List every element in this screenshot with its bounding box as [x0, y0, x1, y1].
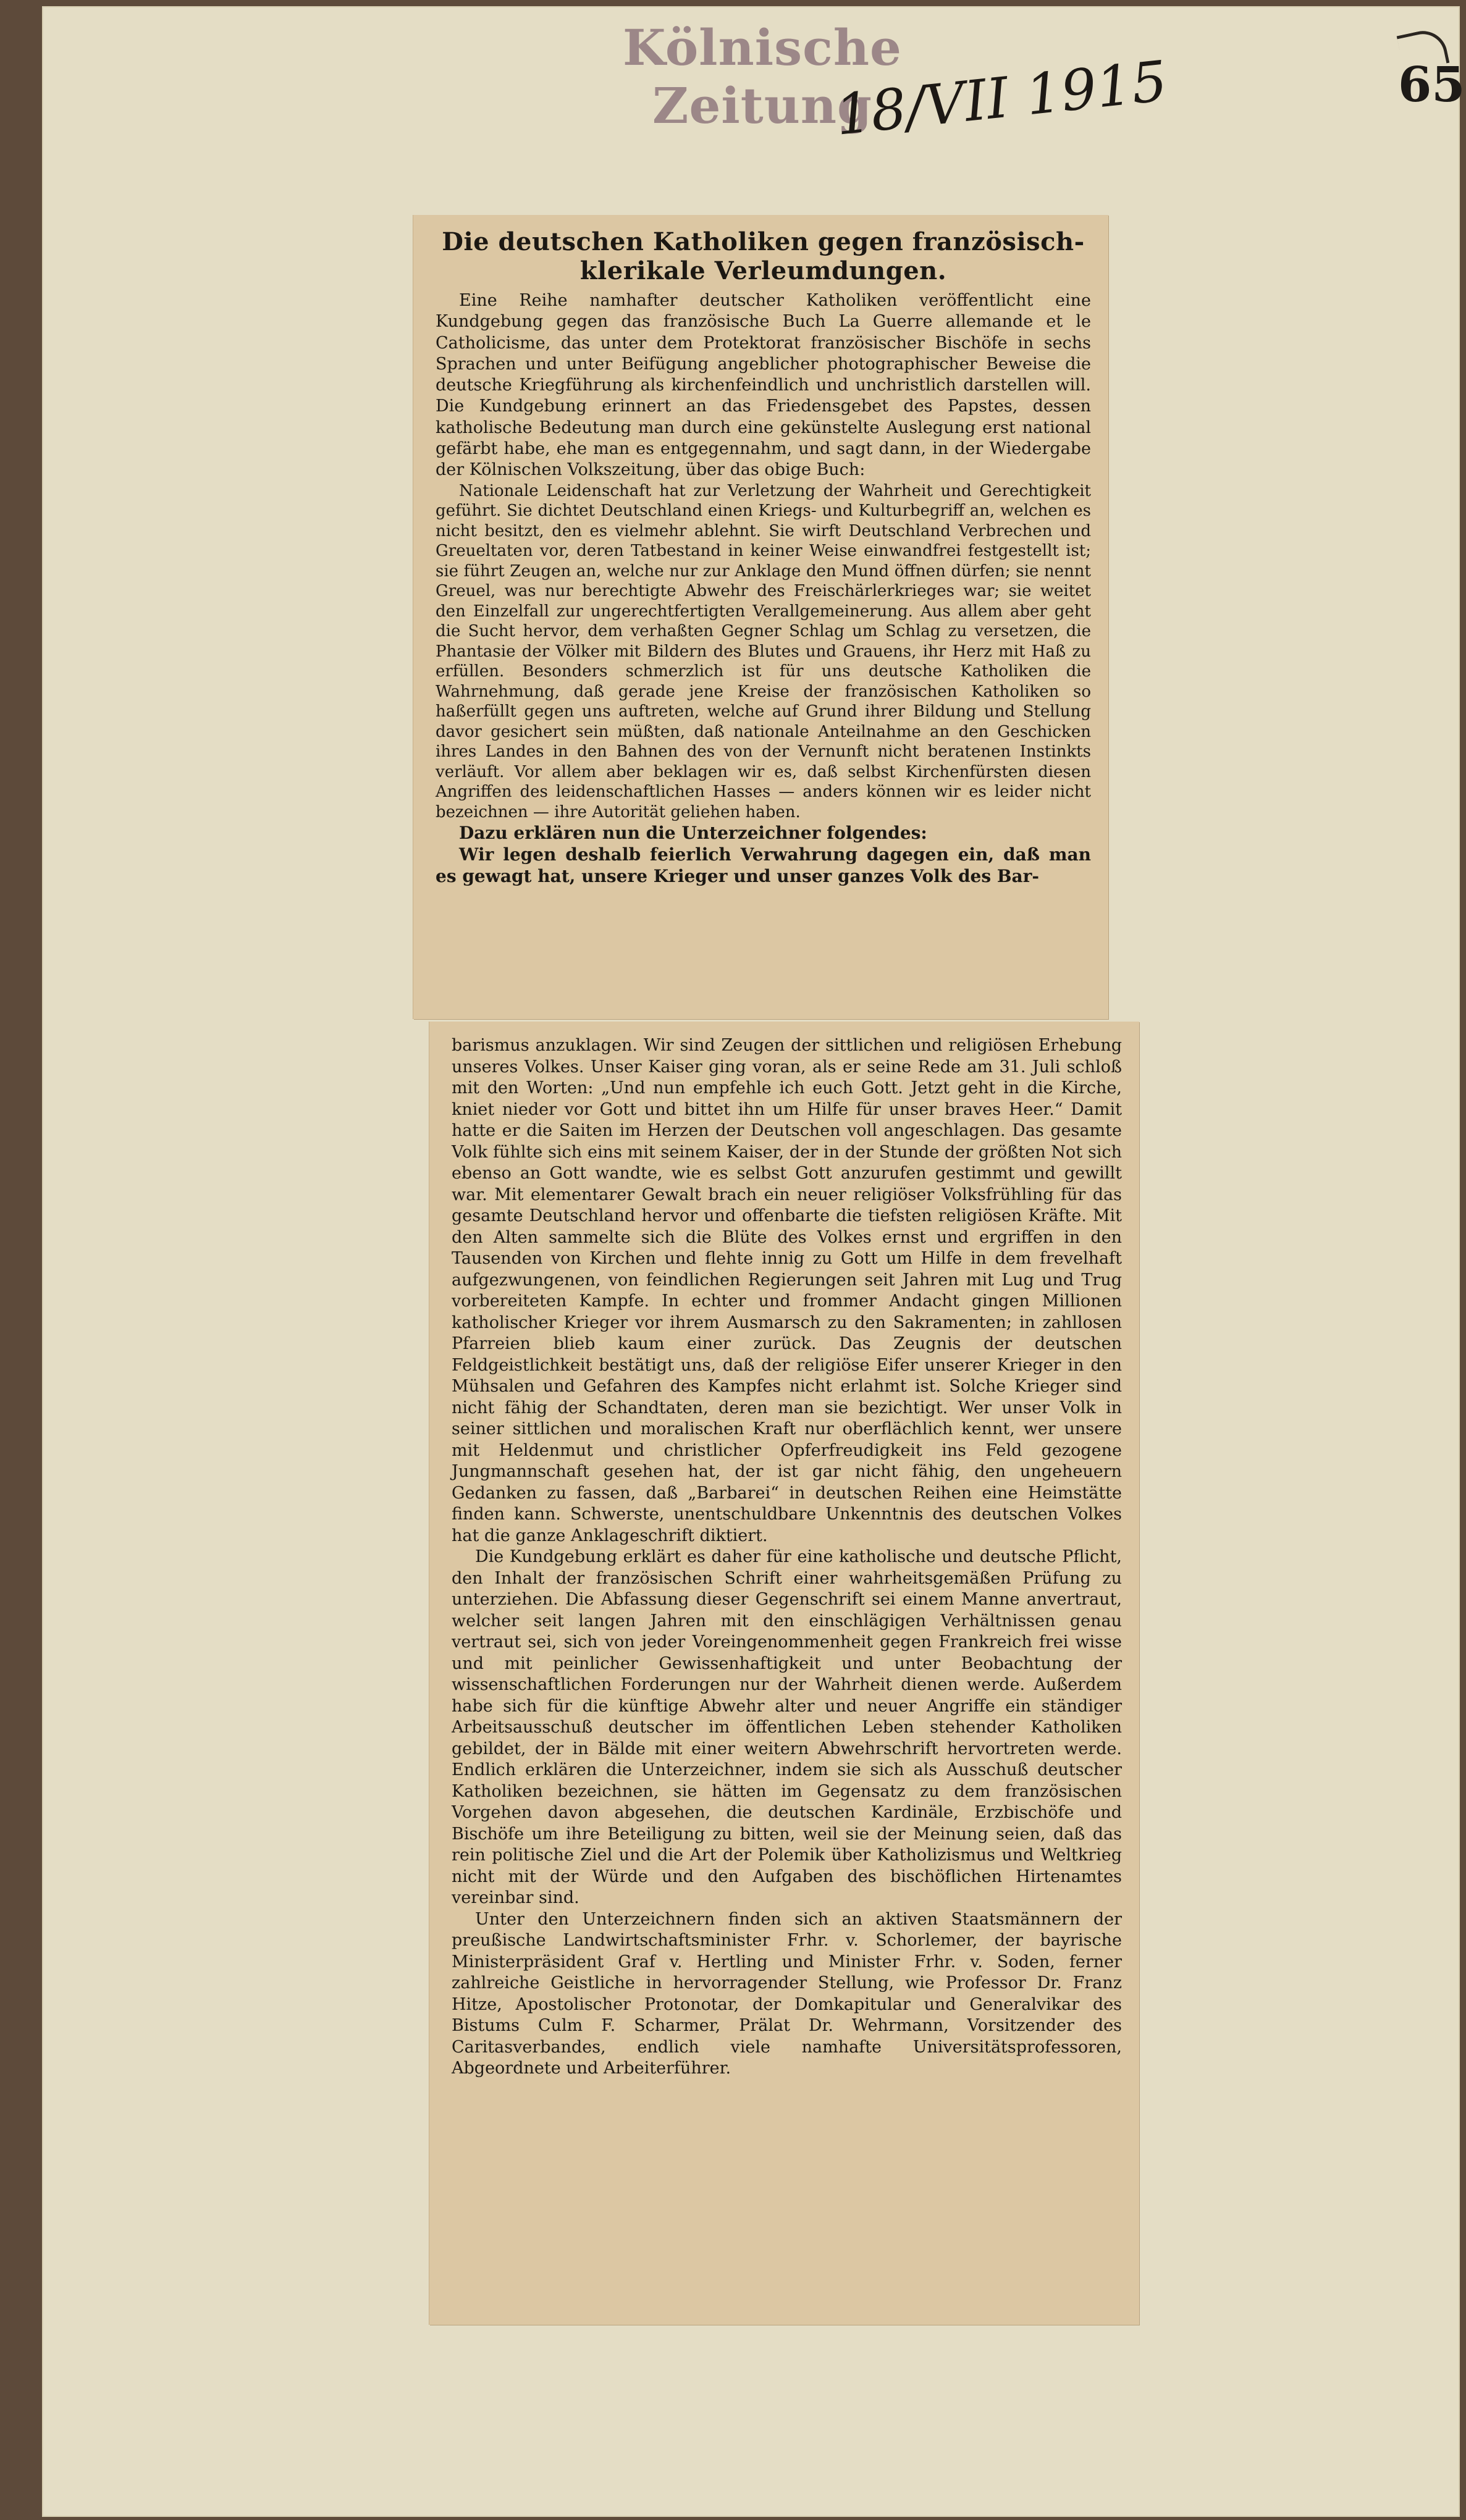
article-paragraph-6: Die Kundgebung erklärt es daher für eine katholische und deutsche Pflicht, den Inhalt der französischen Schrift einer wahrheitsgemäßen Prüfung zu unterziehen. Die Abfassung dieser Gegenschrift sei einem Manne anvertraut, welcher seit langen Jahren mit den einschlägigen Verhältnissen genau vertraut sei, sich von jeder Voreingenommenheit gegen Frankreich frei wisse und mit peinlicher Gewissenhaftigkeit und unter Beobachtung der wissenschaftlichen Forderungen nur der Wahrheit dienen werde. Außerdem habe sich für die künftige Abwehr alter und neuer Angriffe ein ständiger Arbeitsausschuß deutscher im öffentlichen Leben stehender Katholiken gebildet, der in Bälde mit einer weitern Abwehrschrift hervortreten werde. Endlich erklären die Unterzeichner, indem sie sich als Ausschuß deutscher Katholiken bezeichnen, sie hätten im Gegensatz zu dem französischen Vorgehen davon abgesehen, die deutschen Kardinäle, Erzbischöfe und Bischöfe um ihre Beteiligung zu bitten, weil sie der Meinung seien, daß das rein politische Ziel und die Art der Polemik über Katholizismus und Weltkrieg nicht mit der Würde und den Aufgaben des bischöflichen Hirtenamtes vereinbar sind. — [452, 1547, 1122, 1907]
article-paragraph-4: Wir legen deshalb feierlich Verwahrung dagegen ein, daß man es gewagt hat, unsere Krieger und unser ganzes Volk des Bar- — [436, 844, 1091, 887]
newspaper-stamp: Kölnische Zeitung — [623, 19, 902, 135]
article-paragraph-2: Nationale Leidenschaft hat zur Verletzung der Wahrheit und Gerechtigkeit geführt. Sie dichtet Deutschland einen Kriegs- und Kulturbegriff an, welchen es nicht besitzt, den es vielmehr ablehnt. Sie wirft Deutschland Verbrechen und Greueltaten vor, deren Tatbestand in keiner Weise einwandfrei festgestellt ist; sie führt Zeugen an, welche nur zur Anklage den Mund öffnen dürfen; sie nennt Greuel, was nur berechtigte Abwehr des Freischärlerkrieges war; sie weitet den Einzelfall zur ungerechtfertigten Verallgemeinerung. Aus allem aber geht die Sucht hervor, dem verhaßten Gegner Schlag um Schlag zu versetzen, die Phantasie der Völker mit Bildern des Blutes und Grauens, ihr Herz mit Haß zu erfüllen. Besonders schmerzlich ist für uns deutsche Katholiken die Wahrnehmung, daß gerade jene Kreise der französischen Katholiken so haßerfüllt gegen uns auftreten, welche auf Grund ihrer Bildung und Stellung davor gesichert sein müßten, daß nationale Anteilnahme an den Geschicken ihres Landes in den Bahnen des von der Vernunft nicht beratenen Instinkts verläuft. Vor allem aber beklagen wir es, daß selbst Kirchenfürsten diesen Angriffen des leidenschaftlichen Hasses — anders können wir es leider nicht bezeichnen — ihre Autorität geliehen haben. — [436, 481, 1091, 821]
clipping-part-2 — [429, 1022, 1139, 2325]
article-paragraph-5: barismus anzuklagen. Wir sind Zeugen der sittlichen und religiösen Erhebung unseres Volkes. Unser Kaiser ging voran, als er seine Rede am 31. Juli schloß mit den Worten: „Und nun empfehle ich euch Gott. Jetzt geht in die Kirche, kniet nieder vor Gott und bittet ihn um Hilfe für unser braves Heer.“ Damit hatte er die Saiten im Herzen der Deutschen voll angeschlagen. Das gesamte Volk fühlte sich eins mit seinem Kaiser, der in der Stunde der größten Not sich ebenso an Gott wandte, wie es selbst Gott anzurufen gestimmt und gewillt war. Mit elementarer Gewalt brach ein neuer religiöser Volksfrühling für das gesamte Deutschland hervor und offenbarte die tiefsten religiösen Kräfte. Mit den Alten sammelte sich die Blüte des Volkes ernst und ergriffen in den Tausenden von Kirchen und flehte innig zu Gott um Hilfe in dem frevelhaft aufgezwungenen, von feindlichen Regierungen seit Jahren mit Lug und Trug vorbereiteten Kampfe. In echter und frommer Andacht gingen Millionen katholischer Krieger vor ihrem Ausmarsch zu den Sakramenten; in zahllosen Pfarreien blieb kaum einer zurück. Das Zeugnis der deutschen Feldgeistlichkeit bestätigt uns, daß der religiöse Eifer unserer Krieger in den Mühsalen und Gefahren des Kampfes nicht erlahmt ist. Solche Krieger sind nicht fähig der Schandtaten, deren man sie bezichtigt. Wer unser Volk in seiner sittlichen und moralischen Kraft nur oberflächlich kennt, wer unsere mit Heldenmut und christlicher Opferfreudigkeit ins Feld gezogene Jungmannschaft gesehen hat, der ist gar nicht fähig, den ungeheuern Gedanken zu fassen, daß „Barbarei“ in deutschen Reihen eine Heimstätte finden kann. Schwerste, unentschuldbare Unkenntnis des deutschen Volkes hat die ganze Anklageschrift diktiert. — [452, 1036, 1122, 1545]
page-number: 65 — [1398, 57, 1465, 113]
article-paragraph-7: Unter den Unterzeichnern finden sich an aktiven Staatsmännern der preußische Landwirtschaftsminister Frhr. v. Schorlemer, der bayrische Ministerpräsident Graf v. Hertling und Minister Frhr. v. Soden, ferner zahlreiche Geistliche in hervorragender Stellung, wie Professor Dr. Franz Hitze, Apostolischer Protonotar, der Domkapitular und Generalvikar des Bistums Culm F. Scharmer, Prälat Dr. Wehrmann, Vorsitzender des Caritasverbandes, endlich viele namhafte Universitätsprofessoren, Abgeordnete und Arbeiterführer. — [452, 1909, 1122, 2078]
article-paragraph-1: Eine Reihe namhafter deutscher Katholiken veröffentlicht eine Kundgebung gegen das französische Buch La Guerre allemande et le Catholicisme, das unter dem Protektorat französischer Bischöfe in sechs Sprachen und unter Beifügung angeblicher photographischer Beweise die deutsche Kriegführung als kirchenfeindlich und unchristlich darstellen will. Die Kundgebung erinnert an das Friedensgebet des Papstes, dessen katholische Bedeutung man durch eine gekünstelte Auslegung erst national gefärbt habe, ehe man es entgegennahm, und sagt dann, in der Wiedergabe der Kölnischen Volkszeitung, über das obige Buch: — [436, 291, 1091, 480]
handwritten-date: 18/VII 1915 — [832, 48, 1171, 148]
article-headline: Die deutschen Katholiken gegen französisch-klerikale Verleumdungen. — [442, 227, 1085, 285]
archive-sheet — [42, 6, 1465, 2517]
article-paragraph-3: Dazu erklären nun die Unterzeichner folgendes: — [459, 823, 927, 844]
clipping-part-1 — [413, 215, 1108, 1019]
